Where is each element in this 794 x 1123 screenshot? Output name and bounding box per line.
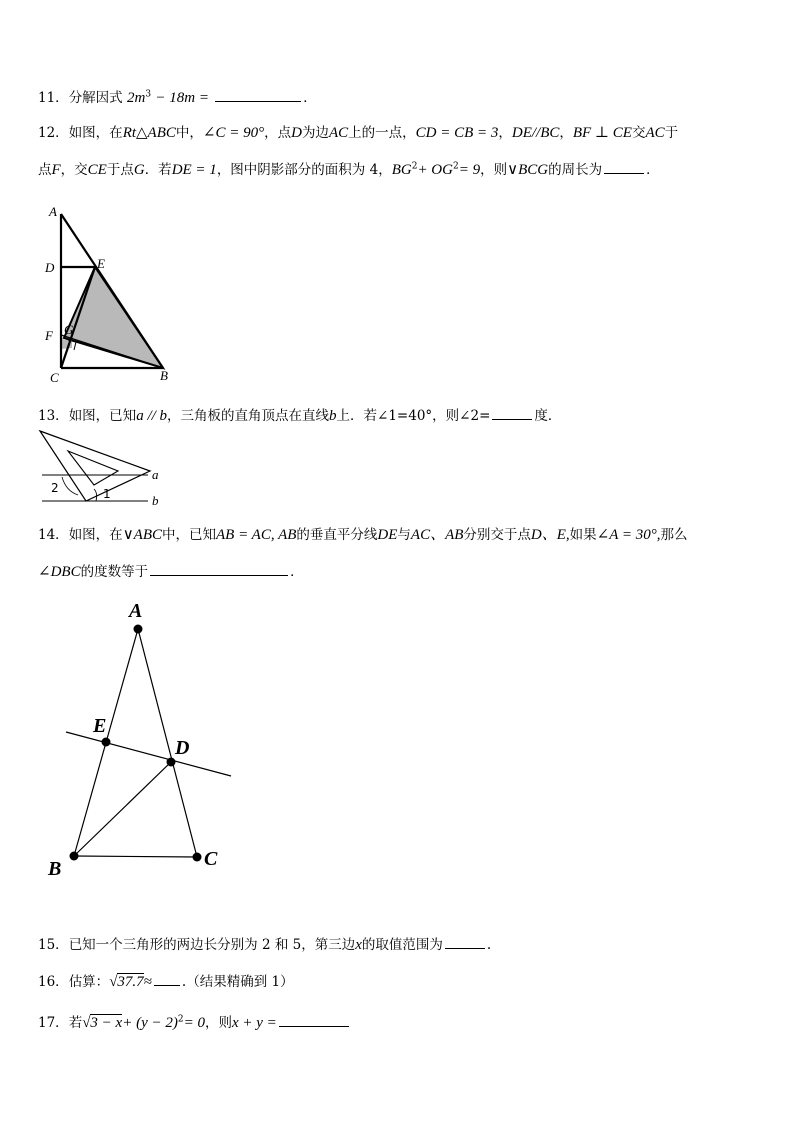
q13-text: ，三角板的直角顶点在直线: [167, 408, 330, 424]
question-14-line2: [38, 563, 304, 581]
q17-text: ，则: [204, 1015, 232, 1031]
question-16: [38, 973, 294, 991]
q17-number: 17．: [38, 1015, 69, 1031]
question-13: [38, 407, 561, 425]
q12-text: ．若: [144, 162, 172, 178]
q13-text: 度．: [534, 408, 562, 424]
q12-text: ，图中阴影部分的面积为 4，: [216, 162, 392, 178]
q12-math-bg: BG: [391, 162, 412, 178]
q13-text: 如图，已知: [68, 408, 137, 424]
q13-number: 13．: [38, 408, 69, 424]
q17-math: + (y − 2): [122, 1015, 178, 1031]
q17-sqrt-sign: √: [82, 1015, 91, 1031]
q12-text: 的周长为: [548, 162, 603, 178]
q16-end: .（结果精确到 1）: [181, 974, 294, 990]
q14-math-de: DE: [377, 527, 398, 543]
q12-text: 于点: [106, 162, 134, 178]
q15-number: 15．: [38, 937, 69, 953]
q14-label-a: A: [129, 600, 143, 622]
q12-math-de: DE//BC: [511, 125, 560, 141]
q12-label-c: C: [50, 370, 59, 385]
q12-text: ，: [498, 125, 512, 141]
q17-math-xy: x + y =: [231, 1015, 277, 1031]
q12-label-e: E: [97, 256, 105, 271]
q14-point-a: [134, 625, 143, 634]
q11-answer-blank[interactable]: [215, 89, 301, 102]
q11-exp: 3: [145, 89, 152, 100]
q14-label-c: C: [204, 848, 218, 870]
q15-text: 已知一个三角形的两边长分别为 2 和 5，第三边: [68, 937, 356, 953]
q13-label-b: b: [152, 493, 159, 508]
q14-math-acab: AC、AB: [410, 527, 464, 543]
q15-end: .: [486, 937, 492, 953]
question-12-line1: [38, 124, 678, 142]
q11-expr-a: 2m: [126, 90, 146, 106]
q11-text: 分解因式: [68, 90, 123, 106]
q14-math-de2: D、E,: [530, 527, 570, 543]
q14-text: 分别交于点: [463, 527, 531, 543]
q12-label-d: D: [45, 260, 55, 275]
q14-end: ．: [290, 564, 304, 580]
q16-answer-blank[interactable]: [154, 973, 180, 986]
q14-math-eq: AB = AC, AB: [216, 527, 297, 543]
question-17: [38, 1014, 351, 1032]
q12-exp: 2: [411, 161, 418, 172]
q14-math-dbc: ∠DBC: [38, 564, 81, 580]
q13-text: 上．若∠1=40°，则∠2=: [336, 408, 491, 424]
q12-label-f: F: [45, 328, 53, 343]
q16-sqrt-sign: √: [109, 974, 118, 990]
q12-math-ce: CE: [87, 162, 107, 178]
q14-perp-bisector: [66, 732, 231, 776]
q12-text: 点: [38, 162, 52, 178]
question-14-line1: [38, 526, 688, 544]
q14-text: 如图，在: [68, 527, 123, 543]
q12-math-de1: DE = 1: [171, 162, 217, 178]
q14-math-angle: ∠A = 30°,: [596, 527, 661, 543]
q13-label-1: 1: [103, 487, 111, 501]
q14-text: 的度数等于: [80, 564, 149, 580]
q14-text: 如果: [569, 527, 597, 543]
q15-answer-blank[interactable]: [445, 936, 485, 949]
q11-end: ．: [303, 90, 317, 106]
q12-text: ，: [559, 125, 573, 141]
q12-math-bf: BF ⊥ CE: [572, 125, 632, 141]
q12-text: ，则: [480, 162, 508, 178]
q12-math-ac2: AC: [645, 125, 665, 141]
q13-math-ab: a // b: [136, 408, 168, 424]
q14-label-d: D: [175, 737, 190, 759]
q12-math-d: D: [291, 125, 302, 141]
q12-figure: [40, 200, 180, 390]
q14-label-e: E: [93, 715, 107, 737]
q12-math-eq9: = 9: [458, 162, 481, 178]
q12-text: 交: [631, 125, 646, 141]
q12-text: 为边: [301, 125, 329, 141]
q14-point-c: [193, 853, 202, 862]
q13-angle-1-arc: [94, 489, 97, 501]
q14-point-b: [70, 852, 79, 861]
q14-line-bc: [74, 856, 197, 857]
q12-exp: 2: [452, 161, 459, 172]
q12-text: ，点: [264, 125, 292, 141]
q12-text: 中，: [175, 125, 203, 141]
q13-math-b: b: [329, 408, 337, 424]
q12-math-bcg: ∨BCG: [507, 162, 549, 178]
q12-text: ，交: [60, 162, 88, 178]
q12-math-ac: AC: [328, 125, 349, 141]
q12-math-og: + OG: [417, 162, 453, 178]
q13-figure: [36, 427, 166, 509]
q12-answer-blank[interactable]: [604, 161, 644, 174]
q12-text: 上的一点，: [348, 125, 416, 141]
question-11: [38, 89, 317, 107]
q14-label-b: B: [48, 858, 62, 880]
q16-number: 16．: [38, 974, 69, 990]
q11-number: 11．: [38, 90, 69, 106]
q17-answer-blank[interactable]: [279, 1014, 349, 1027]
q16-text: 估算：: [68, 974, 110, 990]
q12-label-b: B: [160, 368, 168, 383]
question-12-line2: [38, 161, 660, 179]
q16-radicand: 37.7: [117, 974, 144, 990]
q14-math-abc: ∨ABC: [122, 527, 162, 543]
q13-label-a: a: [152, 467, 159, 482]
q12-math-cd: CD = CB = 3: [415, 125, 499, 141]
q15-text: 的取值范围为: [361, 937, 443, 953]
q14-text: 中，已知: [162, 527, 216, 543]
q11-expr-b: − 18m =: [155, 90, 209, 106]
q12-end: ．: [646, 162, 660, 178]
q13-label-2: 2: [51, 481, 59, 495]
q14-text: 那么: [660, 527, 688, 543]
q13-answer-blank[interactable]: [492, 407, 532, 420]
q12-math-g: G: [133, 162, 145, 178]
q15-math-x: x: [355, 937, 362, 953]
q14-line-bd: [74, 762, 171, 856]
q12-label-g: G: [64, 322, 74, 337]
q14-figure: [40, 595, 240, 885]
q12-math-angle: ∠C = 90°: [202, 125, 265, 141]
q12-math-rt: Rt△ABC: [122, 125, 176, 141]
q12-text: 如图，在: [68, 125, 123, 141]
q12-math-f: F: [51, 162, 61, 178]
q12-number: 12．: [38, 125, 69, 141]
q14-answer-blank[interactable]: [150, 563, 288, 576]
q17-math: = 0: [183, 1015, 205, 1031]
q12-label-a: A: [49, 204, 57, 219]
q14-number: 14．: [38, 527, 69, 543]
q17-radicand: 3 − x: [90, 1015, 123, 1031]
question-15: [38, 936, 491, 954]
q17-exp: 2: [177, 1014, 184, 1025]
q14-text: 与: [397, 527, 411, 543]
q16-approx: ≈: [143, 974, 152, 990]
q17-text: 若: [68, 1015, 83, 1031]
q14-point-e: [102, 738, 111, 747]
q14-text: 的垂直平分线: [296, 527, 378, 543]
q12-text: 于: [664, 125, 679, 141]
